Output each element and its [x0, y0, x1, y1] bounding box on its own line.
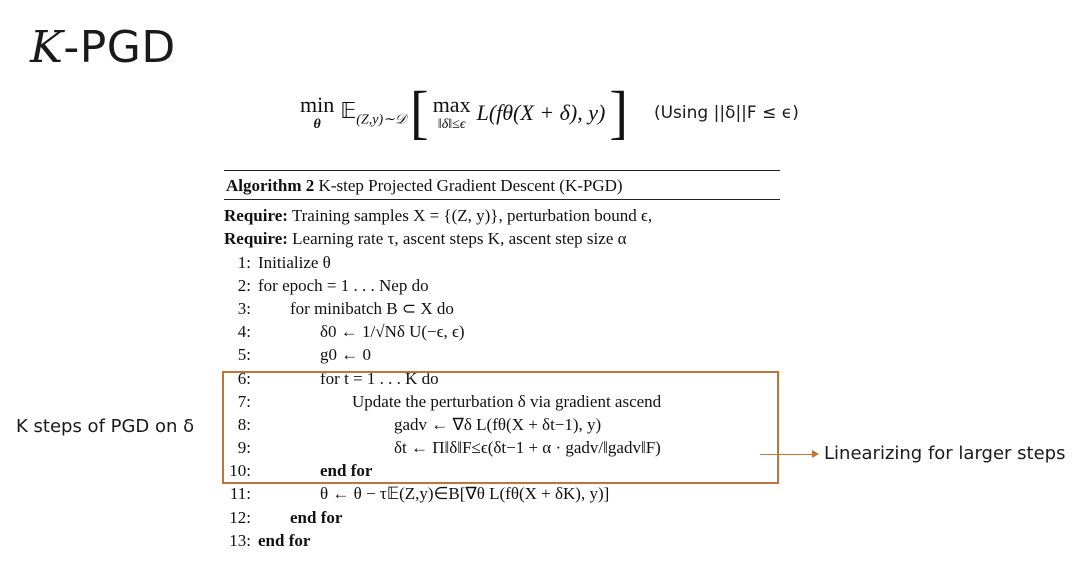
line-number: 2: [237, 275, 251, 295]
line-number: 11: [229, 484, 251, 504]
algo-line-3 [224, 297, 780, 320]
line-text: for t = 1 . . . K do [320, 368, 439, 388]
title-k: K [30, 22, 64, 73]
line-number: 5: [237, 345, 251, 365]
line-text: for minibatch B ⊂ X do [290, 298, 454, 318]
algo-line-12 [224, 506, 780, 529]
algo-line-1 [224, 251, 780, 274]
line-text: end for [290, 507, 343, 527]
line-text: δt ← Π‖δ‖F≤ϵ(δt−1 + α · gadv/‖gadv‖F) [394, 438, 661, 458]
algo-line-2 [224, 274, 780, 297]
line-text: Update the perturbation δ via gradient ascend [352, 391, 662, 411]
line-number: 1: [237, 252, 251, 272]
max-op: max [432, 92, 471, 117]
algo-line-11 [224, 482, 780, 505]
expectation-sub: (Z,y)∼𝒟 [356, 112, 407, 128]
line-number: 3: [237, 298, 251, 318]
line-text: end for [258, 530, 311, 550]
expectation [340, 98, 406, 128]
line-text: Initialize θ [258, 252, 331, 272]
line-text: gadv ← ∇δ L(fθ(X + δt−1), y) [394, 414, 602, 434]
line-number: 10: [229, 461, 251, 481]
line-number: 6: [237, 368, 251, 388]
linearizing-label: Linearizing for larger steps [824, 443, 1066, 464]
min-sub: θ [313, 117, 321, 132]
require-line-1 [224, 204, 780, 227]
left-bracket: [ [410, 80, 429, 146]
line-text: for epoch = 1 . . . Nep do [258, 275, 429, 295]
line-text: g0 ← 0 [320, 345, 371, 365]
require-label: Require: [224, 229, 288, 249]
caption-label: Algorithm 2 [226, 176, 315, 195]
pgd-steps-highlight-box [222, 368, 779, 484]
arrow-right-icon [812, 450, 819, 458]
algo-line-13 [224, 529, 780, 552]
pgd-steps-label: K steps of PGD on δ [16, 416, 195, 437]
line-number: 4: [237, 322, 251, 342]
loss-term: L(fθ(X + δ), y) [476, 100, 606, 125]
min-op: min [300, 92, 335, 117]
max-operator [433, 94, 471, 132]
require-text-1: Training samples X = {(Z, y)}, perturbation bound ϵ, [291, 206, 653, 226]
require-text-2: Learning rate τ, ascent steps K, ascent step size α [292, 229, 627, 249]
slide-title [30, 22, 176, 73]
line-number: 8: [237, 414, 251, 434]
arrow-line [760, 454, 816, 455]
line-text: δ0 ← 1/√Nδ U(−ϵ, ϵ) [320, 322, 465, 342]
right-bracket: ] [609, 80, 628, 146]
min-operator [300, 94, 334, 132]
rule-mid [224, 199, 780, 200]
require-line-2 [224, 227, 780, 250]
line-text: end for [320, 461, 373, 481]
line-number: 13: [229, 530, 251, 550]
line-number: 9: [237, 438, 251, 458]
line-number: 7: [237, 391, 251, 411]
require-label: Require: [224, 206, 288, 226]
caption-text: K-step Projected Gradient Descent (K-PGD) [318, 176, 623, 195]
algo-line-5 [224, 343, 780, 366]
objective-formula [300, 78, 799, 148]
algorithm-caption [224, 171, 780, 199]
norm-note: (Using ||δ||F ≤ ϵ) [653, 103, 799, 123]
algo-line-4 [224, 320, 780, 343]
line-number: 12: [229, 507, 251, 527]
max-sub: ‖δ‖≤ϵ [437, 117, 466, 132]
line-text: θ ← θ − τ𝔼(Z,y)∈B[∇θ L(fθ(X + δK), y)] [320, 484, 610, 504]
title-rest: -PGD [63, 22, 176, 73]
expectation-symbol: 𝔼 [340, 97, 357, 123]
algorithm-block [224, 170, 780, 552]
